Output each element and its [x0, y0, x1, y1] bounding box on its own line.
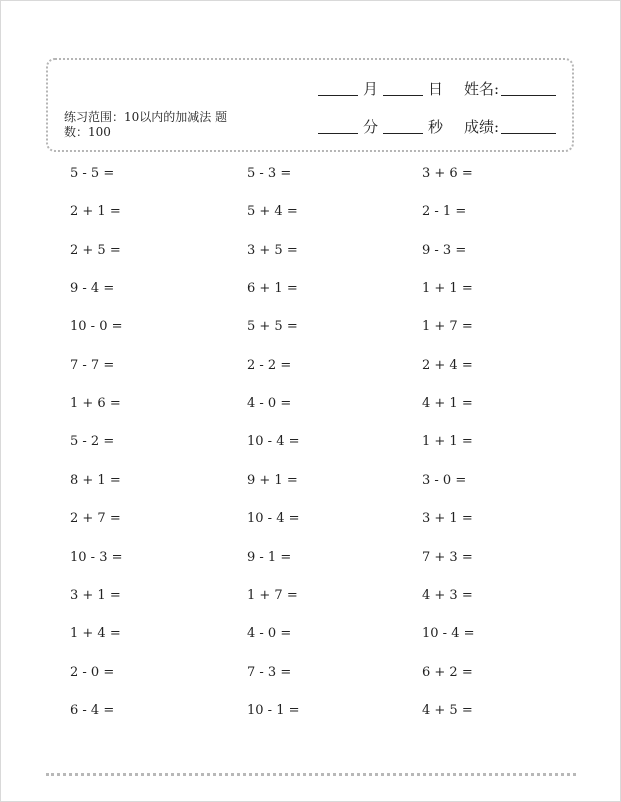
score-blank[interactable] — [501, 133, 556, 134]
math-problem: 2 - 2 = — [247, 357, 292, 373]
math-problem: 7 - 3 = — [247, 664, 292, 680]
name-blank[interactable] — [501, 95, 556, 96]
day-blank[interactable] — [383, 95, 423, 96]
math-problem: 5 - 3 = — [247, 166, 292, 181]
math-problem: 6 + 2 = — [422, 664, 473, 680]
math-problem: 3 + 6 = — [422, 166, 473, 181]
month-label: 月 — [363, 80, 379, 98]
math-problem: 1 + 4 = — [70, 626, 121, 642]
minute-label: 分 — [363, 118, 379, 136]
math-problem: 4 + 3 = — [422, 587, 473, 603]
math-problem: 10 - 4 = — [247, 511, 300, 527]
math-problem: 1 + 7 = — [247, 587, 298, 603]
math-problem: 2 + 7 = — [70, 511, 121, 527]
day-label: 日 — [428, 80, 444, 98]
math-problem: 9 - 3 = — [422, 242, 467, 258]
math-problem: 3 + 5 = — [247, 242, 298, 258]
math-problem: 1 + 6 = — [70, 396, 121, 412]
math-problem: 9 - 4 = — [70, 281, 115, 297]
math-problem: 4 + 5 = — [422, 702, 473, 718]
math-problem: 5 + 5 = — [247, 319, 298, 335]
math-problem: 5 - 5 = — [70, 166, 115, 181]
math-problem: 10 - 3 = — [70, 549, 123, 565]
second-label: 秒 — [428, 118, 444, 136]
math-problem: 2 - 1 = — [422, 204, 467, 220]
math-problem: 6 + 1 = — [247, 281, 298, 297]
second-blank[interactable] — [383, 133, 423, 134]
math-problem: 4 - 0 = — [247, 626, 292, 642]
math-problem: 7 - 7 = — [70, 357, 115, 373]
math-problem: 10 - 4 = — [422, 626, 475, 642]
practice-range-label: 练习范围：10以内的加减法 题数：100 — [64, 110, 228, 139]
math-problem: 10 - 4 = — [247, 434, 300, 450]
month-blank[interactable] — [318, 95, 358, 96]
bottom-divider — [46, 773, 576, 776]
math-problem: 4 + 1 = — [422, 396, 473, 412]
math-problem: 9 + 1 = — [247, 472, 298, 488]
math-problem: 2 + 1 = — [70, 204, 121, 220]
math-problem: 9 - 1 = — [247, 549, 292, 565]
math-problem: 4 - 0 = — [247, 396, 292, 412]
math-problem: 3 + 1 = — [70, 587, 121, 603]
math-problem: 6 - 4 = — [70, 702, 115, 718]
math-problem: 10 - 0 = — [70, 319, 123, 335]
math-problem: 1 + 1 = — [422, 434, 473, 450]
math-problem: 3 - 0 = — [422, 472, 467, 488]
score-label: 成绩: — [464, 118, 500, 136]
name-label: 姓名: — [464, 80, 500, 98]
math-problem: 2 - 0 = — [70, 664, 115, 680]
math-problem: 1 + 7 = — [422, 319, 473, 335]
math-problem: 3 + 1 = — [422, 511, 473, 527]
math-problem: 10 - 1 = — [247, 702, 300, 718]
math-problem: 1 + 1 = — [422, 281, 473, 297]
minute-blank[interactable] — [318, 133, 358, 134]
worksheet-header — [46, 58, 574, 152]
math-problem: 8 + 1 = — [70, 472, 121, 488]
math-problem: 5 + 4 = — [247, 204, 298, 220]
math-problem: 2 + 4 = — [422, 357, 473, 373]
math-problem: 7 + 3 = — [422, 549, 473, 565]
math-problem: 2 + 5 = — [70, 242, 121, 258]
math-problem: 5 - 2 = — [70, 434, 115, 450]
